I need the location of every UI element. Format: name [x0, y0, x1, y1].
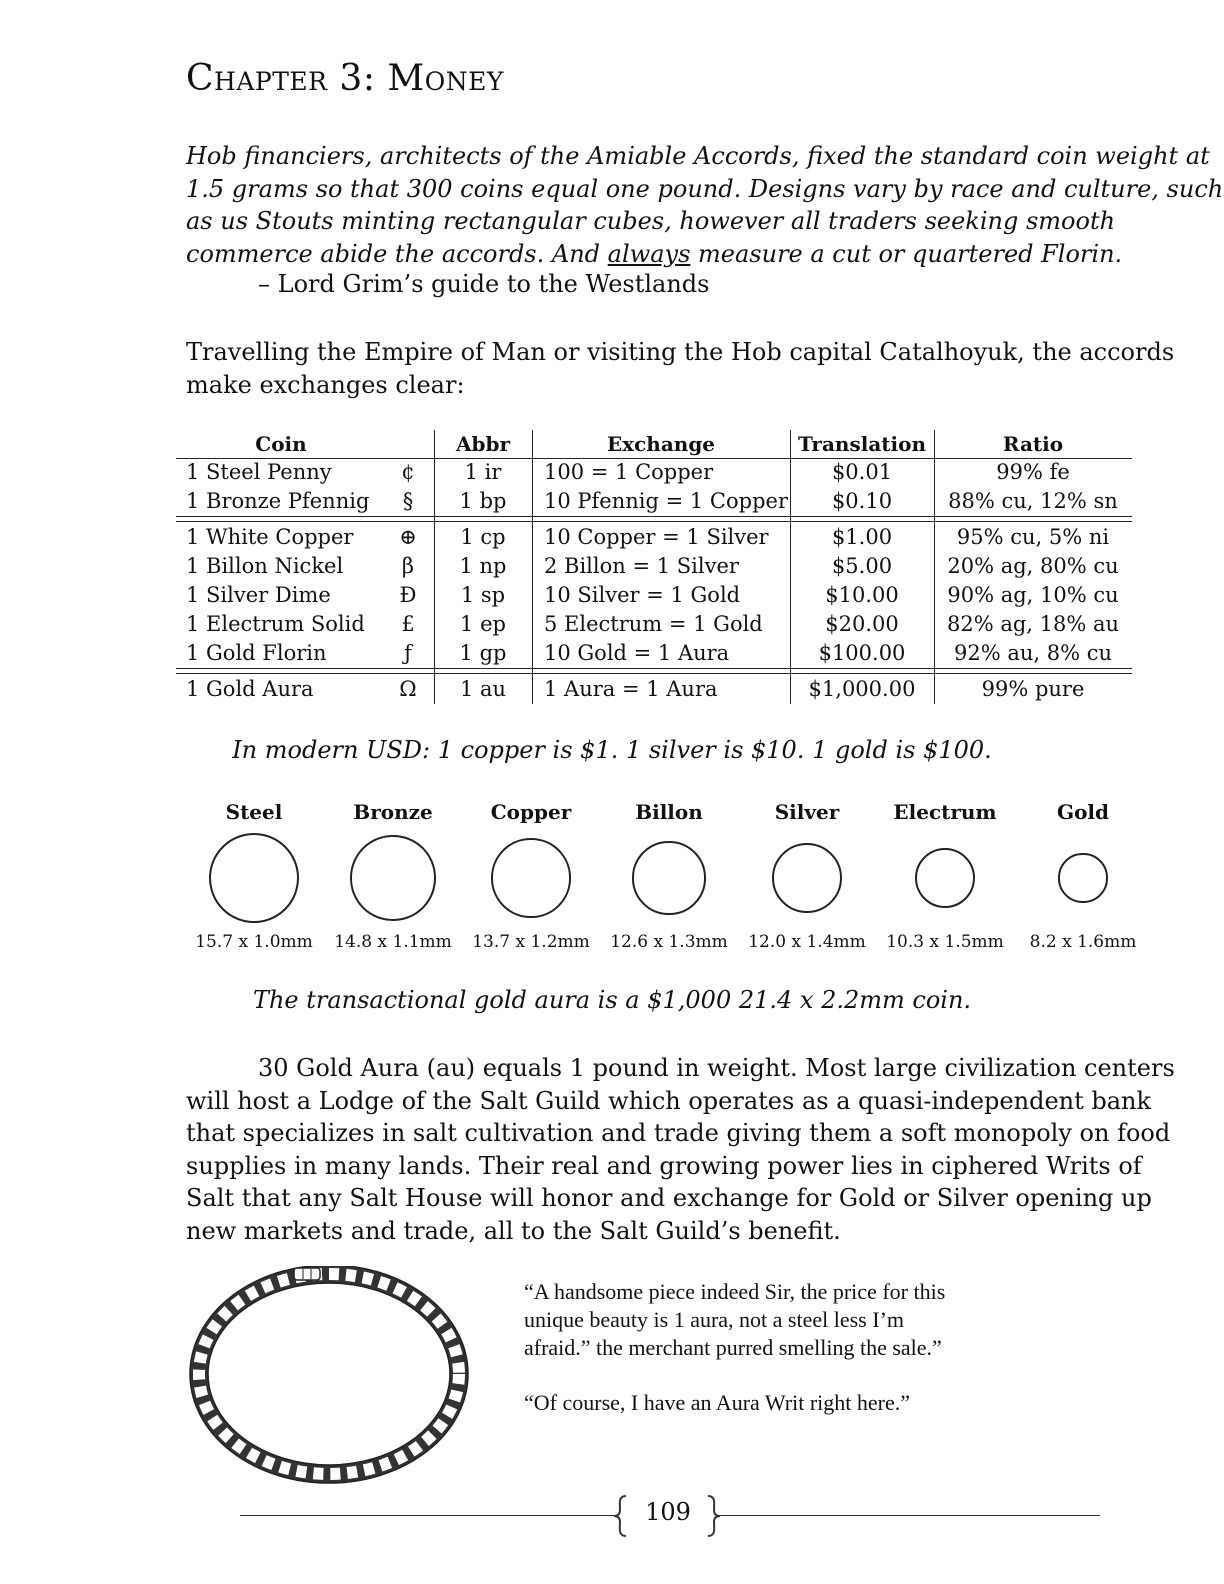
intro-line: make exchanges clear:: [186, 370, 465, 399]
header-ratio: Ratio: [1002, 432, 1064, 456]
coin-outline: [772, 843, 842, 913]
cell-translation: $0.10: [831, 489, 893, 513]
cell-symbol: Đ: [399, 583, 417, 607]
cell-abbr: 1 au: [459, 677, 507, 701]
cell-coin: 1 Steel Penny: [186, 460, 332, 484]
coin-outline: [491, 838, 570, 917]
cell-translation: $20.00: [825, 612, 899, 636]
table-divider: [934, 430, 935, 704]
cell-ratio: 95% cu, 5% ni: [956, 525, 1110, 549]
cell-symbol: ¢: [401, 460, 415, 484]
cell-exchange: 2 Billon = 1 Silver: [544, 554, 739, 578]
cell-ratio: 99% fe: [996, 460, 1070, 484]
epigraph-line: [186, 238, 1161, 271]
cell-coin: 1 Gold Florin: [186, 641, 327, 665]
cell-coin: 1 Silver Dime: [186, 583, 331, 607]
cell-translation: $1.00: [831, 525, 893, 549]
header-abbr: Abbr: [455, 432, 511, 456]
coin-name: Electrum: [893, 800, 997, 824]
cell-abbr: 1 np: [459, 554, 507, 578]
intro-line: Travelling the Empire of Man or visiting the Hob capital Catalhoyuk, the accords: [186, 338, 1175, 366]
coin-size-label: 14.8 x 1.1mm: [334, 932, 452, 952]
cell-exchange: 100 = 1 Copper: [544, 460, 714, 484]
cell-abbr: 1 cp: [460, 525, 506, 549]
coin-name: Gold: [1056, 800, 1109, 824]
quote-line: “A handsome piece indeed Sir, the price for this: [524, 1279, 946, 1304]
epigraph-attribution: – Lord Grim’s guide to the Westlands: [258, 270, 710, 298]
body-paragraph: [186, 1052, 1175, 1247]
cell-symbol: Ω: [399, 677, 417, 701]
cell-translation: $5.00: [831, 554, 893, 578]
coin-name: Silver: [774, 800, 840, 824]
header-exchange: Exchange: [606, 432, 716, 456]
coin-label: [461, 800, 601, 824]
table-rule: [176, 458, 1132, 459]
coin-size-label: 15.7 x 1.0mm: [195, 932, 313, 952]
cell-translation: $100.00: [818, 641, 906, 665]
cell-symbol: £: [401, 612, 415, 636]
table-rule: [176, 673, 1132, 674]
body-line: will host a Lodge of the Salt Guild which operates as a quasi-independent bank: [186, 1086, 1152, 1115]
coin-outline: [1058, 853, 1107, 902]
cell-ratio: 92% au, 8% cu: [953, 641, 1113, 665]
table-rule: [176, 516, 1132, 517]
cell-coin: 1 Electrum Solid: [186, 612, 365, 636]
body-line: that specializes in salt cultivation and trade giving them a soft monopoly on food: [186, 1119, 1171, 1147]
coin-label: [184, 800, 324, 824]
coin-outline: [915, 848, 976, 909]
header-coin: Coin: [255, 432, 307, 456]
table-rule: [176, 668, 1132, 669]
table-rule: [176, 521, 1132, 522]
table-divider: [434, 430, 435, 704]
table-divider: [790, 430, 791, 704]
cell-abbr: 1 sp: [460, 583, 506, 607]
aura-coin-note: The transactional gold aura is a $1,000 21.4 x 2.2mm coin.: [252, 986, 972, 1014]
quote-line: unique beauty is 1 aura, not a steel less I’m: [524, 1307, 905, 1332]
cell-ratio: 90% ag, 10% cu: [947, 583, 1119, 607]
cell-coin: 1 Billon Nickel: [186, 554, 344, 578]
table-divider: [532, 430, 533, 704]
body-line: 30 Gold Aura (au) equals 1 pound in weight. Most large civilization centers: [258, 1054, 1175, 1082]
coin-outline: [209, 833, 299, 923]
cell-coin: 1 White Copper: [186, 525, 354, 549]
cell-exchange: 10 Gold = 1 Aura: [544, 641, 730, 665]
coin-label: [737, 800, 877, 824]
cell-translation: $10.00: [825, 583, 899, 607]
cell-abbr: 1 bp: [459, 489, 507, 513]
cell-abbr: 1 gp: [459, 641, 507, 665]
cell-coin: 1 Bronze Pfennig: [186, 489, 370, 513]
intro-paragraph: [186, 336, 1175, 401]
cell-abbr: 1 ep: [460, 612, 506, 636]
coin-outline: [350, 835, 435, 920]
coin-label: [1013, 800, 1153, 824]
header-translation: Translation: [798, 432, 926, 456]
cell-ratio: 20% ag, 80% cu: [947, 554, 1119, 578]
epigraph-line-end: measure a cut or quartered Florin.: [690, 239, 1123, 268]
body-line: new markets and trade, all to the Salt Guild’s benefit.: [186, 1216, 841, 1245]
emphasis-always: always: [607, 239, 691, 268]
cell-exchange: 10 Silver = 1 Gold: [544, 583, 741, 607]
cell-exchange: 1 Aura = 1 Aura: [544, 677, 718, 701]
coin-size-label: 13.7 x 1.2mm: [472, 932, 590, 952]
right-brace-icon: [706, 1494, 722, 1538]
cell-symbol: ƒ: [404, 641, 412, 665]
coin-size-label: 12.0 x 1.4mm: [748, 932, 866, 952]
cell-ratio: 88% cu, 12% sn: [948, 489, 1118, 513]
quote-line: afraid.” the merchant purred smelling the sale.”: [524, 1335, 942, 1360]
cell-ratio: 99% pure: [981, 677, 1085, 701]
cell-exchange: 10 Copper = 1 Silver: [544, 525, 769, 549]
cell-symbol: §: [402, 489, 414, 513]
cell-symbol: β: [401, 554, 415, 578]
cell-translation: $1,000.00: [808, 677, 916, 701]
usd-conversion-note: In modern USD: 1 copper is $1. 1 silver is $10. 1 gold is $100.: [232, 736, 992, 764]
cell-ratio: 82% ag, 18% au: [946, 612, 1120, 636]
epigraph: [186, 140, 1224, 270]
epigraph-line: 1.5 grams so that 300 coins equal one pound. Designs vary by race and culture, such: [186, 174, 1224, 203]
cell-exchange: 5 Electrum = 1 Gold: [544, 612, 763, 636]
coin-exchange-table: [176, 430, 1132, 710]
epigraph-line: as us Stouts minting rectangular cubes, however all traders seeking smooth: [186, 207, 1116, 235]
coin-name: Billon: [635, 800, 703, 824]
coin-name: Steel: [225, 800, 283, 824]
chapter-title: Chapter 3: Money: [186, 58, 504, 99]
cell-translation: $0.01: [831, 460, 893, 484]
customer-reply: “Of course, I have an Aura Writ right here.”: [524, 1390, 910, 1415]
coin-label: [599, 800, 739, 824]
cell-abbr: 1 ir: [464, 460, 502, 484]
coin-name: Bronze: [353, 800, 433, 824]
twisted-bracelet-illustration: [184, 1266, 474, 1488]
page-number: 109: [645, 1498, 691, 1526]
cell-coin: 1 Gold Aura: [186, 677, 314, 701]
cell-symbol: ⊕: [399, 525, 417, 549]
coin-name: Copper: [490, 800, 572, 824]
cell-exchange: 10 Pfennig = 1 Copper: [544, 489, 788, 513]
body-line: supplies in many lands. Their real and growing power lies in ciphered Writs of: [186, 1151, 1142, 1180]
body-line: Salt that any Salt House will honor and exchange for Gold or Silver opening up: [186, 1184, 1152, 1212]
footer-rule: [716, 1515, 1100, 1516]
coin-size-label: 12.6 x 1.3mm: [610, 932, 728, 952]
coin-outline: [632, 841, 705, 914]
coin-label: [323, 800, 463, 824]
epigraph-line: Hob financiers, architects of the Amiable Accords, fixed the standard coin weight at: [186, 142, 1210, 170]
coin-size-label: 8.2 x 1.6mm: [1029, 932, 1137, 952]
epigraph-line-start: commerce abide the accords. And: [186, 239, 608, 268]
merchant-quote: [524, 1278, 1144, 1362]
footer-rule: [240, 1515, 616, 1516]
coin-size-label: 10.3 x 1.5mm: [886, 932, 1004, 952]
coin-label: [875, 800, 1015, 824]
